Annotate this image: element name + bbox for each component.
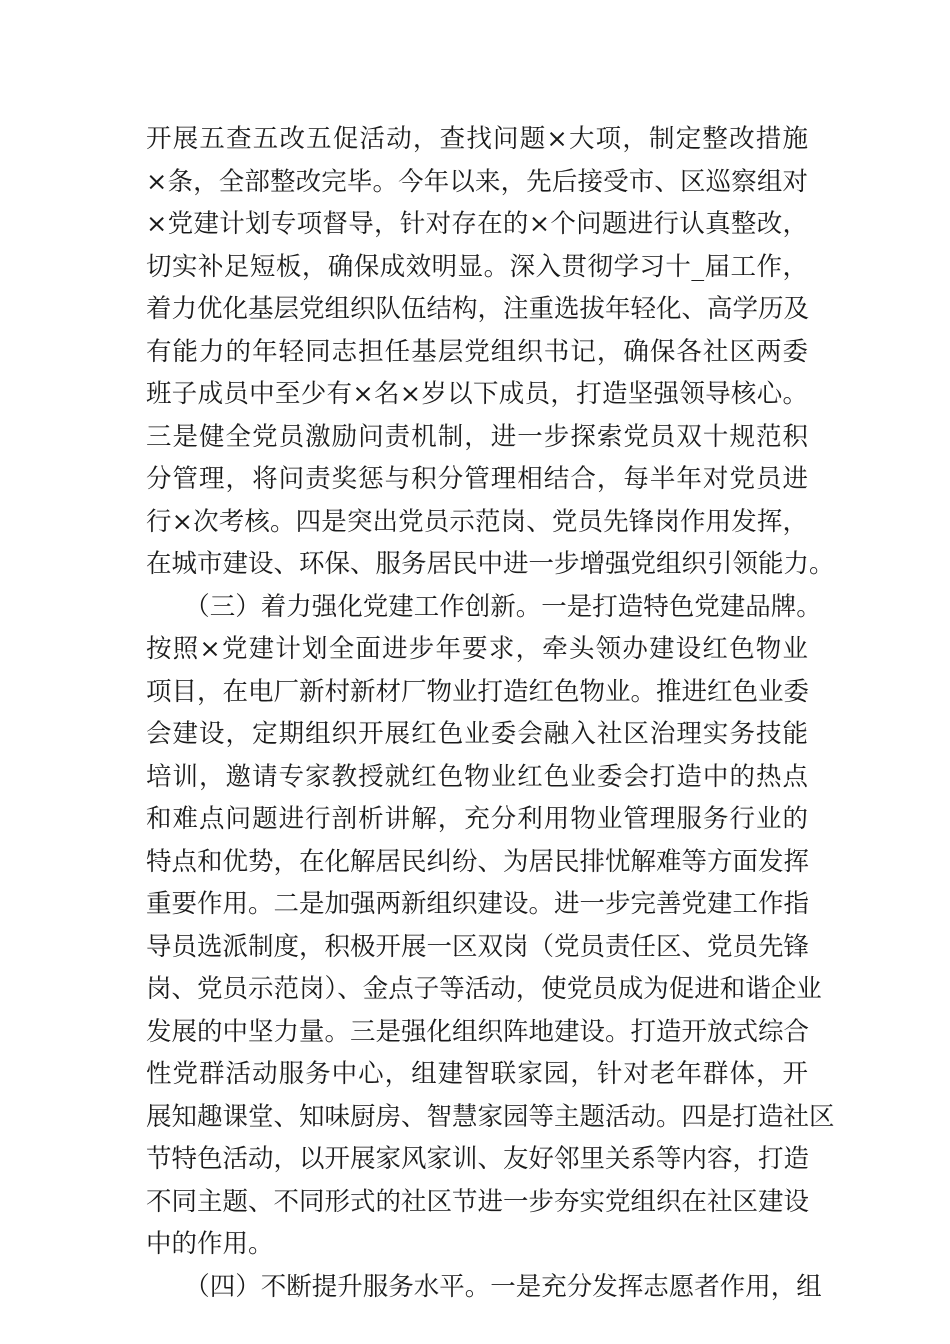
text-line: 分管理，将问责奖惩与积分管理相结合，每半年对党员进 [146,464,808,494]
text-line: 导员选派制度，积极开展一区双岗（党员责任区、党员先锋 [146,931,810,962]
text-line: 班子成员中至少有×名×岁以下成员，打造坚强领导核心。 [146,379,808,409]
text-line: ×条，全部整改完毕。今年以来，先后接受市、区巡察组对 [146,166,808,197]
text-line: 按照×党建计划全面进步年要求，牵头领办建设红色物业 [146,634,808,664]
text-line: 着力优化基层党组织队伍结构，注重选拔年轻化、高学历及 [146,294,810,324]
text-line: 展知趣课堂、知味厨房、智慧家园等主题活动。四是打造社区 [146,1101,835,1132]
text-line: 性党群活动服务中心，组建智联家园，针对老年群体，开 [146,1059,808,1089]
text-line: 在城市建设、环保、服务居民中进一步增强党组织引领能力。 [146,549,835,579]
text-line: 培训，邀请专家教授就红色物业红色业委会打造中的热点 [146,761,808,792]
text-line: 切实补足短板，确保成效明显。深入贯彻学习十_届工作， [146,251,808,282]
text-line: 发展的中坚力量。三是强化组织阵地建设。打造开放式综合 [146,1016,810,1047]
body-text [146,118,835,1308]
text-line: 特点和优势，在化解居民纠纷、为居民排忧解难等方面发挥 [146,846,810,877]
text-line: 节特色活动，以开展家风家训、友好邻里关系等内容，打造 [146,1144,810,1174]
text-line: 有能力的年轻同志担任基层党组织书记，确保各社区两委 [146,336,808,367]
text-line: 重要作用。二是加强两新组织建设。进一步完善党建工作指 [146,889,810,919]
text-line: 开展五查五改五促活动，查找问题×大项，制定整改措施 [146,124,808,154]
text-line: 会建设，定期组织开展红色业委会融入社区治理实务技能 [146,719,808,749]
text-line: ×党建计划专项督导，针对存在的×个问题进行认真整改， [146,209,808,239]
text-line: 行×次考核。四是突出党员示范岗、党员先锋岗作用发挥， [146,506,808,537]
text-line: 项目，在电厂新村新材厂物业打造红色物业。推进红色业委 [146,676,810,707]
text-line: 不同主题、不同形式的社区节进一步夯实党组织在社区建设 [146,1186,810,1217]
text-line: （四）不断提升服务水平。一是充分发挥志愿者作用，组 [146,1271,822,1302]
text-line: 和难点问题进行剖析讲解，充分利用物业管理服务行业的 [146,804,808,834]
text-line: 岗、党员示范岗）、金点子等活动，使党员成为促进和谐企业 [146,974,822,1004]
text-line: 三是健全党员激励问责机制，进一步探索党员双十规范积 [146,421,808,452]
text-line: （三）着力强化党建工作创新。一是打造特色党建品牌。 [146,591,822,622]
text-line: 中的作用。 [146,1229,274,1259]
